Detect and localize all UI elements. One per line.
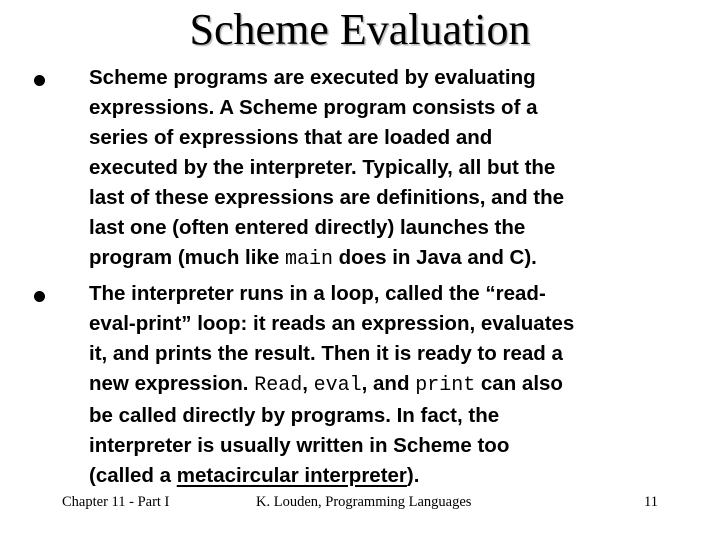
bullet-dot-icon — [34, 291, 45, 302]
text-line — [89, 93, 669, 123]
text-segment: program (much like — [89, 246, 285, 269]
text-segment: eval-print” loop: it reads an expression, evaluates — [89, 312, 575, 335]
text-segment: ). — [406, 464, 420, 487]
code-print: print — [415, 374, 476, 397]
slide-title: Scheme Evaluation — [189, 5, 531, 54]
footer-author: K. Louden, Programming Languages — [256, 494, 472, 510]
code-eval: eval — [313, 374, 362, 397]
text-line — [89, 339, 669, 369]
text-line — [89, 461, 669, 491]
code-main: main — [284, 248, 333, 271]
text-segment: executed by the interpreter. Typically, all but the — [89, 156, 556, 179]
text-line — [89, 309, 669, 339]
text-segment: last of these expressions are definitions, and the — [89, 186, 565, 209]
text-line — [89, 213, 669, 243]
metacircular-link[interactable]: metacircular interpreter — [176, 464, 407, 487]
text-segment: be called directly by programs. In fact, the — [89, 404, 500, 427]
text-line — [89, 123, 669, 153]
text-segment: interpreter is usually written in Scheme too — [89, 434, 510, 457]
text-segment: last one (often entered directly) launches the — [89, 216, 526, 239]
text-segment: does in Java and C). — [332, 246, 537, 269]
text-segment: can also — [475, 372, 563, 395]
text-segment: , and — [361, 372, 416, 395]
footer-chapter: Chapter 11 - Part I — [62, 494, 170, 510]
text-line — [89, 401, 669, 431]
text-segment: new expression. — [89, 372, 255, 395]
text-line — [89, 279, 669, 309]
text-line — [89, 431, 669, 461]
text-segment: Scheme programs are executed by evaluating — [89, 66, 536, 89]
text-line — [89, 243, 669, 275]
bullet-text — [89, 63, 669, 275]
bullet-text — [89, 279, 669, 491]
text-line — [89, 63, 669, 93]
text-line — [89, 183, 669, 213]
text-segment: The interpreter runs in a loop, called the “read- — [89, 282, 546, 305]
text-segment: (called a — [89, 464, 177, 487]
footer-page-number: 11 — [644, 494, 658, 510]
text-segment: , — [302, 372, 314, 395]
text-segment: it, and prints the result. Then it is ready to read a — [89, 342, 563, 365]
text-line — [89, 153, 669, 183]
code-read: Read — [254, 374, 303, 397]
text-segment: expressions. A Scheme program consists of a — [89, 96, 538, 119]
text-segment: series of expressions that are loaded and — [89, 126, 493, 149]
bullet-dot-icon — [34, 75, 45, 86]
text-line — [89, 369, 669, 401]
